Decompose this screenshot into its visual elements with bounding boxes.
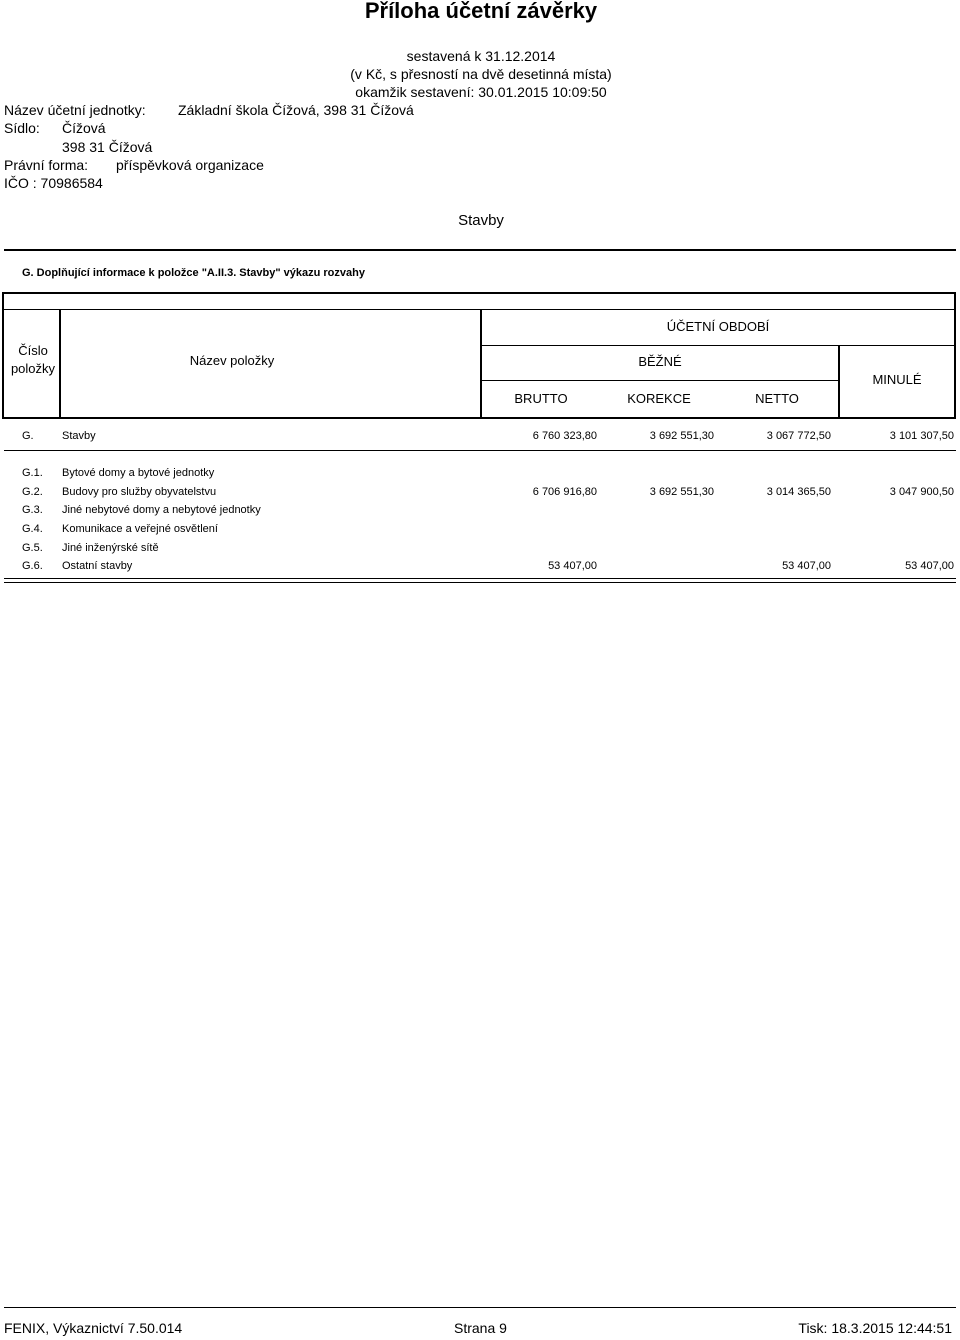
total-netto: 3 067 772,50	[766, 430, 831, 442]
legal-form-label: Právní forma:	[4, 157, 89, 173]
header-ucetni-obdobi: ÚČETNÍ OBDOBÍ	[666, 319, 770, 334]
footer-divider	[4, 1307, 956, 1308]
header-bezne: BĚŽNÉ	[638, 354, 682, 369]
row-code: G.5.	[22, 542, 43, 554]
entity-name-label: Název účetní jednotky:	[4, 102, 146, 118]
units-note: (v Kč, s přesností na dvě desetinná místa)	[350, 66, 612, 82]
header-brutto: BRUTTO	[514, 391, 568, 406]
row-minule: 3 047 900,50	[889, 486, 954, 498]
header-inner-line	[4, 309, 954, 310]
row-code: G.4.	[22, 523, 43, 535]
total-code: G.	[22, 430, 34, 442]
header-nazev: Název položky	[189, 353, 275, 368]
bezne-divider	[480, 380, 838, 381]
header-netto: NETTO	[755, 391, 799, 406]
ico: IČO : 70986584	[4, 175, 103, 191]
footer-page-number: Strana 9	[454, 1320, 507, 1336]
total-name: Stavby	[62, 430, 96, 442]
table-bottom-rule-1	[4, 578, 956, 579]
header-korekce: KOREKCE	[627, 391, 691, 406]
row-name: Jiné inženýrské sítě	[62, 542, 159, 554]
footer-software: FENIX, Výkaznictví 7.50.014	[4, 1320, 183, 1336]
period-divider	[480, 345, 954, 346]
entity-name-value: Základní škola Čížová, 398 31 Čížová	[178, 102, 414, 118]
row-name: Ostatní stavby	[62, 560, 133, 572]
row-name: Budovy pro služby obyvatelstvu	[62, 486, 217, 498]
page-title: Příloha účetní závěrky	[364, 0, 598, 23]
compile-moment: okamžik sestavení: 30.01.2015 10:09:50	[355, 84, 607, 100]
row-netto: 53 407,00	[782, 560, 831, 572]
row-code: G.1.	[22, 467, 43, 479]
footer-print-date: Tisk: 18.3.2015 12:44:51	[798, 1320, 952, 1336]
row-code: G.6.	[22, 560, 43, 572]
total-brutto: 6 760 323,80	[532, 430, 597, 442]
row-brutto: 6 706 916,80	[532, 486, 597, 498]
col-divider-code	[59, 309, 61, 417]
row-netto: 3 014 365,50	[766, 486, 831, 498]
header-minule: MINULÉ	[872, 372, 922, 387]
row-name: Jiné nebytové domy a nebytové jednotky	[62, 504, 261, 516]
row-minule: 53 407,00	[905, 560, 954, 572]
row-name: Bytové domy a bytové jednotky	[62, 467, 215, 479]
section-divider	[4, 249, 956, 251]
total-korekce: 3 692 551,30	[649, 430, 714, 442]
row-name: Komunikace a veřejné osvětlení	[62, 523, 218, 535]
legal-form-value: příspěvková organizace	[116, 157, 264, 173]
row-code: G.2.	[22, 486, 43, 498]
seat-line1: Čížová	[62, 120, 106, 136]
header-cislo: Číslo položky	[10, 343, 56, 376]
seat-label: Sídlo:	[4, 120, 40, 136]
total-underline	[4, 450, 956, 451]
row-brutto: 53 407,00	[548, 560, 597, 572]
row-code: G.3.	[22, 504, 43, 516]
section-title: Stavby	[458, 212, 504, 229]
table-bottom-rule-2	[4, 582, 956, 583]
compiled-date: sestavená k 31.12.2014	[406, 48, 556, 64]
row-korekce: 3 692 551,30	[649, 486, 714, 498]
subsection-title: G. Doplňující informace k položce "A.II.3. Stavby" výkazu rozvahy	[22, 267, 365, 279]
seat-line2: 398 31 Čížová	[62, 139, 153, 155]
total-minule: 3 101 307,50	[889, 430, 954, 442]
